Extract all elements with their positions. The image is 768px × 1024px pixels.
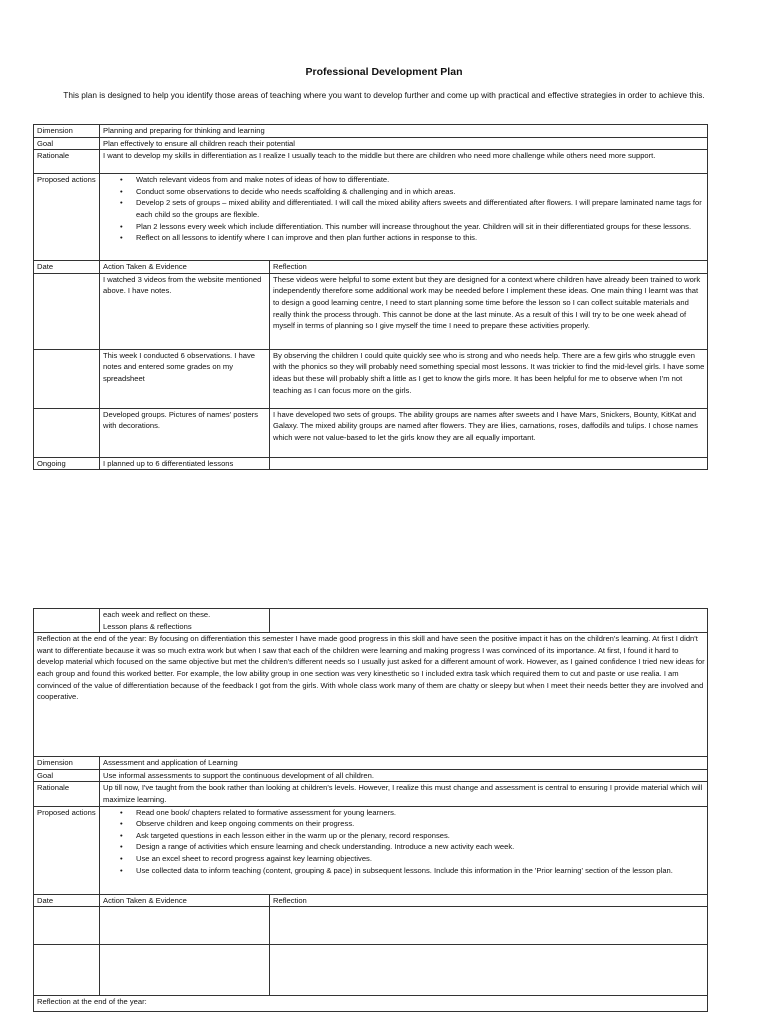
table-row [34,945,708,996]
action-item: • Ask targeted questions in each lesson either in the warm up or the plenary, record responses. [136,830,705,842]
dimension-value: Assessment and application of Learning [100,757,708,770]
action-item: • Observe children and keep ongoing comments on their progress. [136,818,705,830]
action-item: • Design a range of activities which ensure learning and check understanding. Introduce a new activity each week. [136,841,705,853]
row-date [34,273,100,349]
dimension-label: Dimension [34,125,100,138]
action-item: • Conduct some observations to decide who needs scaffolding & challenging and in which areas. [136,186,705,198]
action-item: • Develop 2 sets of groups – mixed ability and differentiated. I will call the mixed ability afters sweets and differentiated after flowers. I will prepare laminated name tags for each child so the groups are flexible. [136,197,705,220]
year-end-reflection: Reflection at the end of the year: [34,996,708,1012]
row-date [34,408,100,457]
plan-table-2 [33,608,708,1012]
continued-action-line: each week and reflect on these. [103,610,211,619]
date-header: Date [34,261,100,274]
table-row [34,273,708,349]
row-action: I watched 3 videos from the website mentioned above. I have notes. [100,273,270,349]
plan-table-1 [33,124,708,470]
year-end-reflection: Reflection at the end of the year: By focusing on differentiation this semester I have made good progress in this skill and have seen the positive impact it has on the children's learning. At first I didn't want to differentiate because it was so much extra work but when I saw that each of the children were learning and making progress I was convinced of its importance. At first, I found it hard to develop material which focused on the same objective but met the children's different needs so I usually just asked for a different amount of work. However, as I gained confidence I tried new ideas for each group and found this worked better. For example, the low ability group in one section was very kinesthetic so I included extra task which required them to cut and paste or use realia. I am convinced of the value of differentiation because of the feedback I got from the girls. With whole class work many of them are chatty or sleepy but when I meet their needs better they are involved and cooperative. [34,633,708,757]
reflection-header: Reflection [270,894,708,907]
row-reflection [270,945,708,996]
row-date [34,349,100,408]
action-header: Action Taken & Evidence [100,261,270,274]
table-row [34,349,708,408]
goal-value: Plan effectively to ensure all children reach their potential [100,137,708,150]
row-reflection: These videos were helpful to some extent but they are designed for a context where children have already been trained to work independently therefore some additional work may be needed before I implement these ideas. One main thing I learnt was that to design a good learning centre, I need to start planning some time before the lesson so I can collect suitable materials and really think the process through. This cannot be done at the last minute. As a result of this I will try to be one week ahead of myself in terms of planning so I give myself the time I need to prepare these activities properly. [270,273,708,349]
date-header: Date [34,894,100,907]
proposed-actions-label: Proposed actions [34,806,100,894]
row-reflection: I have developed two sets of groups. The ability groups are names after sweets and I have Mars, Snickers, Bounty, KitKat and Galaxy. The mixed ability groups are named after flowers. They are lilies, carnations, roses, daffodils and tulips. I chose names which were not value-based to let the girls know they are all equally important. [270,408,708,457]
action-item: • Plan 2 lessons every week which include differentiation. This number will increase throughout the year. Children will sit in their differentiated groups for these lessons. [136,221,705,233]
ongoing-label: Ongoing [34,457,100,470]
table-row [34,457,708,470]
row-action: This week I conducted 6 observations. I have notes and entered some grades on my spreadsheet [100,349,270,408]
continued-reflection [270,609,708,633]
rationale-label: Rationale [34,782,100,806]
goal-label: Goal [34,137,100,150]
proposed-actions-list [100,174,708,261]
row-action [100,907,270,945]
row-date [34,945,100,996]
proposed-actions-list [100,806,708,894]
row-action: Developed groups. Pictures of names' posters with decorations. [100,408,270,457]
action-item: • Use an excel sheet to record progress against key learning objectives. [136,853,705,865]
dimension-label: Dimension [34,757,100,770]
rationale-label: Rationale [34,150,100,174]
intro-text: This plan is designed to help you identify those areas of teaching where you want to develop further and come up with practical and effective strategies in order to achieve this. [63,90,705,100]
table-row [34,609,708,633]
dimension-value: Planning and preparing for thinking and learning [100,125,708,138]
action-header: Action Taken & Evidence [100,894,270,907]
action-item: • Watch relevant videos from and make notes of ideas of how to differentiate. [136,174,705,186]
row-action [100,945,270,996]
goal-value: Use informal assessments to support the continuous development of all children. [100,769,708,782]
proposed-actions-label: Proposed actions [34,174,100,261]
row-reflection [270,907,708,945]
row-date [34,907,100,945]
rationale-value: Up till now, I've taught from the book rather than looking at children's levels. However, I realize this must change and assessment is central to ensuring I provide material which will maximize learning. [100,782,708,806]
continued-date [34,609,100,633]
row-reflection: By observing the children I could quite quickly see who is strong and who needs help. There are a few girls who struggle even with the phonics so they will probably need something special most lessons. It was trickier to find the mid-level girls. I have some ideas but these will probably shift a little as I get to know the girls more. It has been helpful for me to observe when I'm not teaching as I can focus more on the girls. [270,349,708,408]
action-item: • Reflect on all lessons to identify where I can improve and then plan further actions in response to this. [136,232,705,244]
page-title: Professional Development Plan [305,66,463,78]
rationale-value: I want to develop my skills in differentiation as I realize I usually teach to the middle but there are children who need more challenge while others need more support. [100,150,708,174]
continued-evidence-line: Lesson plans & reflections [103,621,192,631]
action-item: • Read one book/ chapters related to formative assessment for young learners. [136,807,705,819]
ongoing-action: I planned up to 6 differentiated lessons [100,457,270,470]
ongoing-reflection [270,457,708,470]
action-item: • Use collected data to inform teaching (content, grouping & pace) in subsequent lessons. Include this information in the 'Prior learning' section of the lesson plan. [136,865,705,877]
table-row [34,907,708,945]
reflection-header: Reflection [270,261,708,274]
goal-label: Goal [34,769,100,782]
continued-action [100,609,270,633]
table-row [34,408,708,457]
